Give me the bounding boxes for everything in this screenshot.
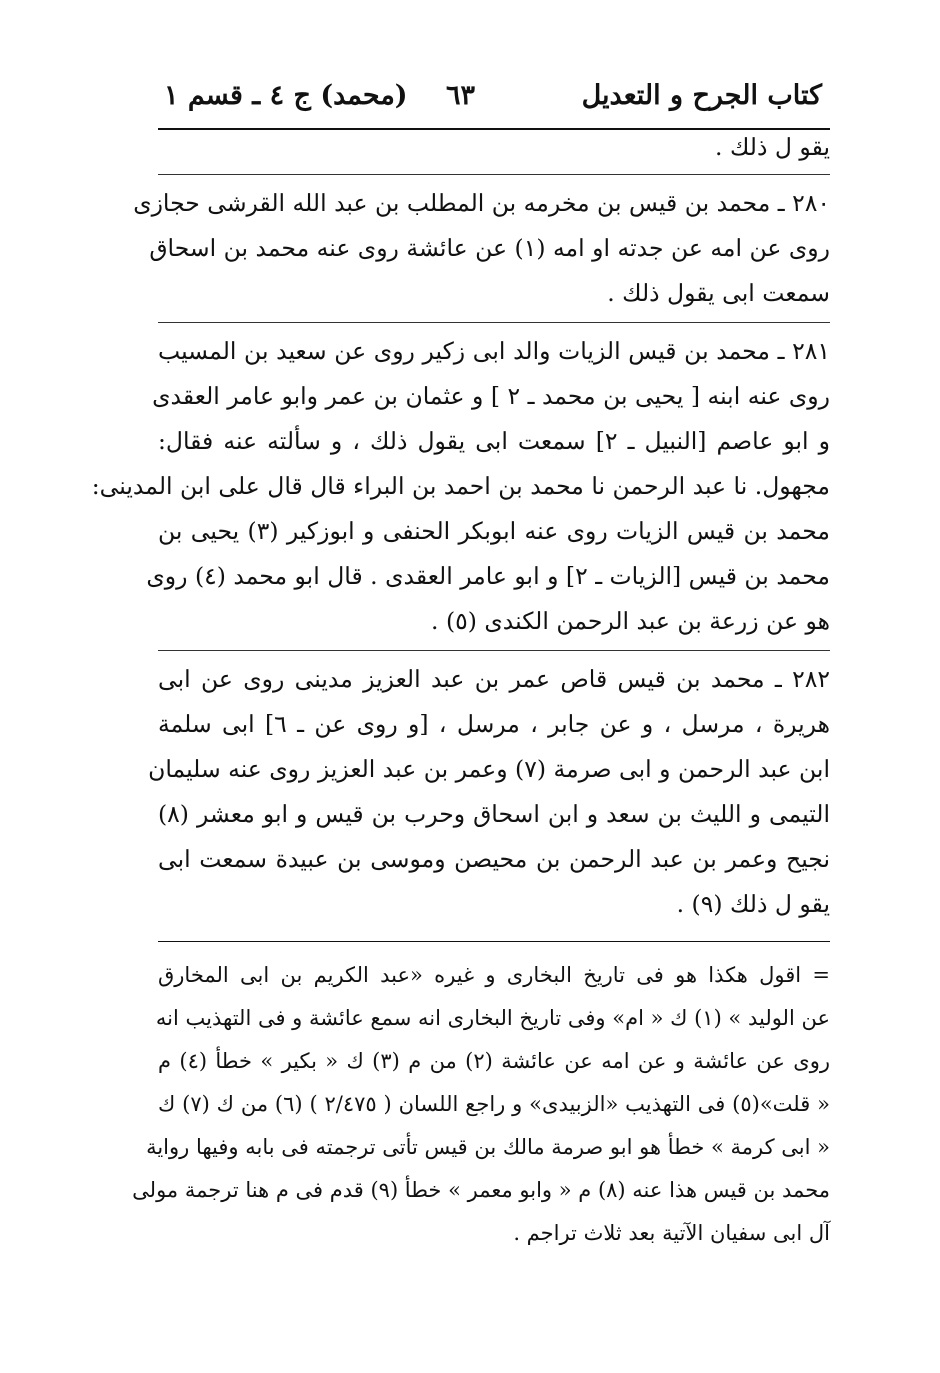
footnote-line: « ابى كرمة » خطأ هو ابو صرمة مالك بن قيس تأتى ترجمته فى بابه وفيها رواية — [146, 1135, 830, 1159]
entry-280 — [133, 181, 830, 316]
entry-divider — [158, 650, 830, 651]
entry-line: روى عنه ابنه [ يحيى بن محمد ـ ٢ ] و عثمان بن عمر وابو عامر العقدى — [152, 382, 830, 410]
running-header — [158, 70, 830, 130]
entry-line: روى عن امه عن جدته او امه (١) عن عائشة روى عنه محمد بن اسحاق — [149, 234, 830, 262]
entry-line: هريرة ، مرسل ، و عن جابر ، مرسل ، [و روى عن ـ ٦] ابى سلمة — [158, 710, 831, 738]
footnote-line: آل ابى سفيان الآتية بعد ثلاث تراجم . — [513, 1221, 830, 1245]
entry-line: ٢٨٢ ـ محمد بن قيس قاص عمر بن عبد العزيز مدينى روى عن ابى — [158, 665, 830, 693]
volume-info: (محمد) ج ٤ ـ قسم ١ — [164, 80, 408, 111]
entry-line: نجيح وعمر بن عبد الرحمن بن محيصن وموسى بن عبيدة سمعت ابى — [158, 845, 830, 873]
entry-line: و ابو عاصم [النبيل ـ ٢] سمعت ابى يقول ذلك ، و سألته عنه فقال: — [158, 427, 831, 455]
book-title: كتاب الجرح و التعديل — [581, 80, 822, 111]
entry-line: هو عن زرعة بن عبد الرحمن الكندى (٥) . — [431, 607, 830, 635]
book-page — [91, 70, 831, 1255]
entry-line: سمعت ابى يقول ذلك . — [607, 279, 830, 307]
entry-281 — [91, 329, 831, 644]
entry-line: محمد بن قيس [الزيات ـ ٢] و ابو عامر العقدى . قال ابو محمد (٤) روى — [146, 562, 830, 590]
footnote-divider — [158, 941, 830, 942]
entry-line: ابن عبد الرحمن و ابى صرمة (٧) وعمر بن عبد العزيز روى عنه سليمان — [148, 755, 830, 783]
entry-line: التيمى و الليث بن سعد و ابن اسحاق وحرب بن قيس و ابو معشر (٨) — [158, 800, 830, 828]
footnote-line: روى عن عائشة و عن امه عن عائشة (٢) من م (٣) ك « بكير » خطأ (٤) م — [158, 1049, 830, 1073]
entry-divider — [158, 322, 830, 323]
entry-line: ٢٨٠ ـ محمد بن قيس بن مخرمه بن المطلب بن عبد الله القرشى حجازى — [133, 189, 830, 217]
entry-line: مجهول. نا عبد الرحمن نا محمد بن احمد بن البراء قال قال على ابن المدينى: — [91, 472, 830, 500]
footnote-line: = اقول هكذا هو فى تاريخ البخارى و غيره «عبد الكريم بن ابى المخارق — [158, 963, 830, 987]
entry-line: ٢٨١ ـ محمد بن قيس الزيات والد ابى زكير روى عن سعيد بن المسيب — [158, 337, 830, 365]
entry-line: يقو ل ذلك (٩) . — [676, 890, 830, 918]
continued-line: يقو ل ذلك . — [715, 133, 830, 161]
footnote-line: عن الوليد » (١) ك « ام» وفى تاريخ البخارى انه سمع عائشة و فى التهذيب انه — [155, 1006, 830, 1030]
entry-282 — [148, 657, 831, 927]
entry-divider — [158, 174, 830, 175]
footnote-line: « قلت»(٥) فى التهذيب «الزبيدى» و راجع اللسان ( ٢/٤٧٥ ) (٦) من ك (٧) ك — [158, 1092, 830, 1116]
footnote-line: محمد بن قيس هذا عنه (٨) م « وابو معمر » خطأ (٩) قدم فى م هنا ترجمة مولى — [132, 1178, 830, 1202]
footnotes — [132, 954, 830, 1255]
page-number: ٦٣ — [446, 80, 476, 111]
entry-line: محمد بن قيس الزيات روى عنه ابوبكر الحنفى و ابوزكير (٣) يحيى بن — [158, 517, 830, 545]
